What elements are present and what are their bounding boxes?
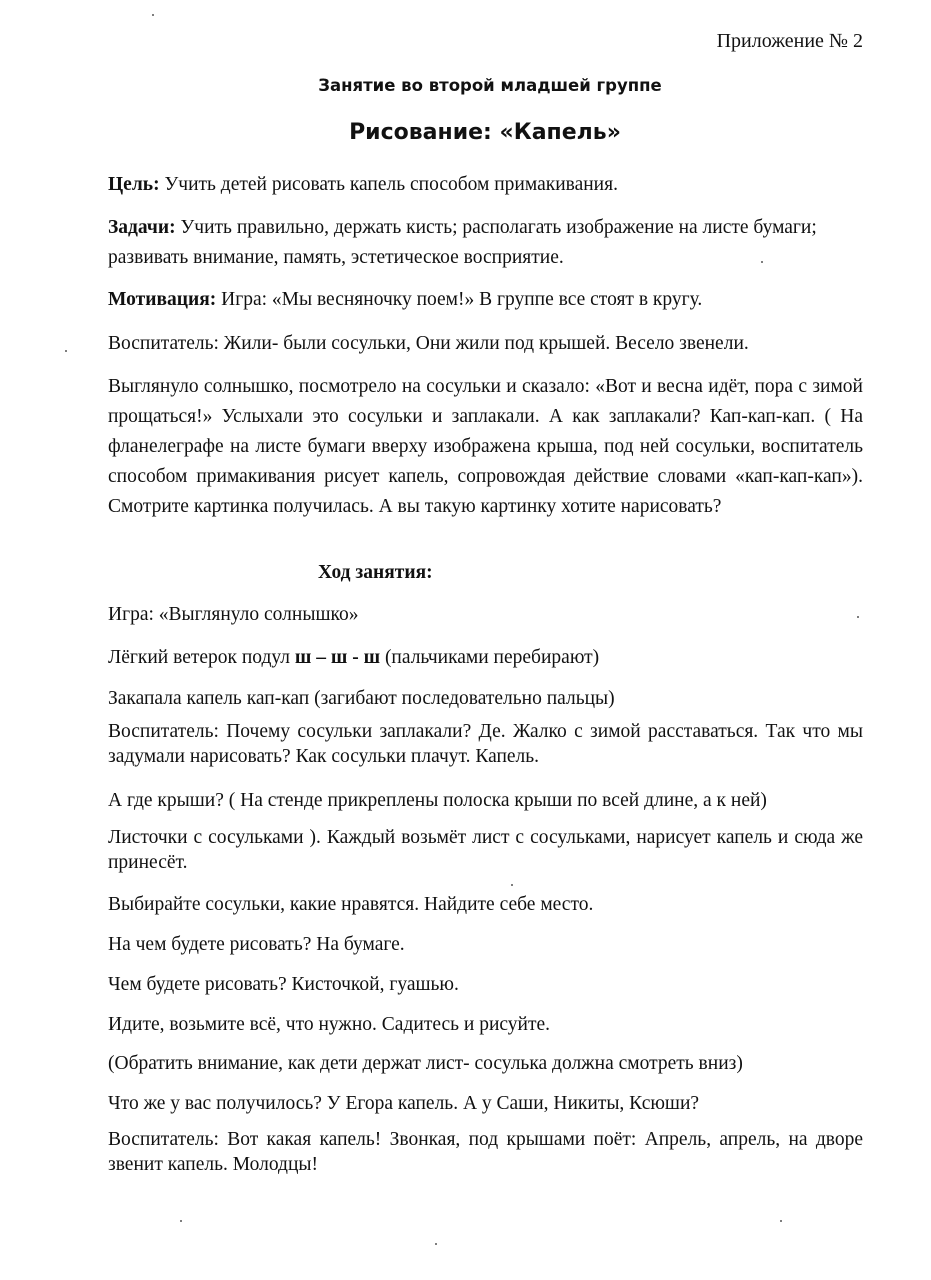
tasks-label: Задачи: <box>108 217 176 238</box>
scan-speck <box>65 350 67 352</box>
lesson-title: Рисование: «Капель» <box>349 120 621 145</box>
drip-line: Закапала капель кап-кап (загибают последовательно пальцы) <box>108 688 615 709</box>
intro-paragraph-2: Выглянуло солнышко, посмотрело на сосульки и сказало: «Вот и весна идёт, пора с зимой прощаться!» Услыхали это сосульки и заплакали. А как заплакали? Кап-кап-кап. ( На фланелеграфе на листе бумаги вверху изображена крыша, под ней сосульки, воспитатель способом примакивания рисует капель, сопровождая действие словами «кап-кап-кап»). Смотрите картинка получилась. А вы такую картинку хотите нарисовать? <box>108 376 863 517</box>
breeze-text-before: Лёгкий ветерок подул <box>108 647 295 668</box>
result-question-line: Что же у вас получилось? У Егора капель. А у Саши, Никиты, Ксюши? <box>108 1093 700 1114</box>
motivation-paragraph <box>108 285 863 315</box>
lesson-subtitle: Занятие во второй младшей группе <box>318 76 662 95</box>
appendix-number: Приложение № 2 <box>716 30 863 52</box>
goal-label: Цель: <box>108 174 160 195</box>
scan-speck <box>761 261 763 263</box>
breeze-line <box>108 643 863 673</box>
goal-paragraph <box>108 170 863 200</box>
question-why-crying: Воспитатель: Почему сосульки заплакали? Де. Жалко с зимой расставаться. Так что мы задумали нарисовать? Как сосульки плачут. Капель. <box>108 721 863 767</box>
tasks-text: Учить правильно, держать кисть; располагать изображение на листе бумаги; развивать внимание, память, эстетическое восприятие. <box>108 217 817 268</box>
game-line: Игра: «Выглянуло солнышко» <box>108 604 359 625</box>
choose-icicles-line: Выбирайте сосульки, какие нравятся. Найдите себе место. <box>108 894 594 915</box>
closing-line: Воспитатель: Вот какая капель! Звонкая, под крышами поёт: Апрель, апрель, на дворе звенит капель. Молодцы! <box>108 1129 863 1175</box>
attention-note-line: (Обратить внимание, как дети держат лист- сосулька должна смотреть вниз) <box>108 1053 743 1074</box>
intro-paragraph-1: Воспитатель: Жили- были сосульки, Они жили под крышей. Весело звенели. <box>108 333 749 354</box>
draw-with-what-line: Чем будете рисовать? Кисточкой, гуашью. <box>108 974 459 995</box>
motivation-label: Мотивация: <box>108 289 217 310</box>
scan-speck <box>152 14 154 16</box>
scan-speck <box>857 616 859 618</box>
scan-speck <box>180 1220 182 1222</box>
goal-text: Учить детей рисовать капель способом примакивания. <box>159 174 618 195</box>
where-roofs-line: А где крыши? ( На стенде прикреплены полоска крыши по всей длине, а к ней) <box>108 790 767 811</box>
icicle-sheets-line: Листочки с сосульками ). Каждый возьмёт лист с сосульками, нарисует капель и сюда же принесёт. <box>108 827 863 873</box>
breeze-text-after: (пальчиками перебирают) <box>380 647 600 668</box>
go-take-line: Идите, возьмите всё, что нужно. Садитесь и рисуйте. <box>108 1014 551 1035</box>
scan-speck <box>511 884 513 886</box>
tasks-paragraph <box>108 213 863 273</box>
scan-speck <box>435 1243 437 1245</box>
draw-on-what-line: На чем будете рисовать? На бумаге. <box>108 934 405 955</box>
lesson-progress-heading: Ход занятия: <box>318 562 433 583</box>
motivation-text: Игра: «Мы весняночку поем!» В группе все стоят в кругу. <box>216 289 703 310</box>
breeze-sound: ш – ш - ш <box>294 647 381 668</box>
scan-speck <box>780 1220 782 1222</box>
